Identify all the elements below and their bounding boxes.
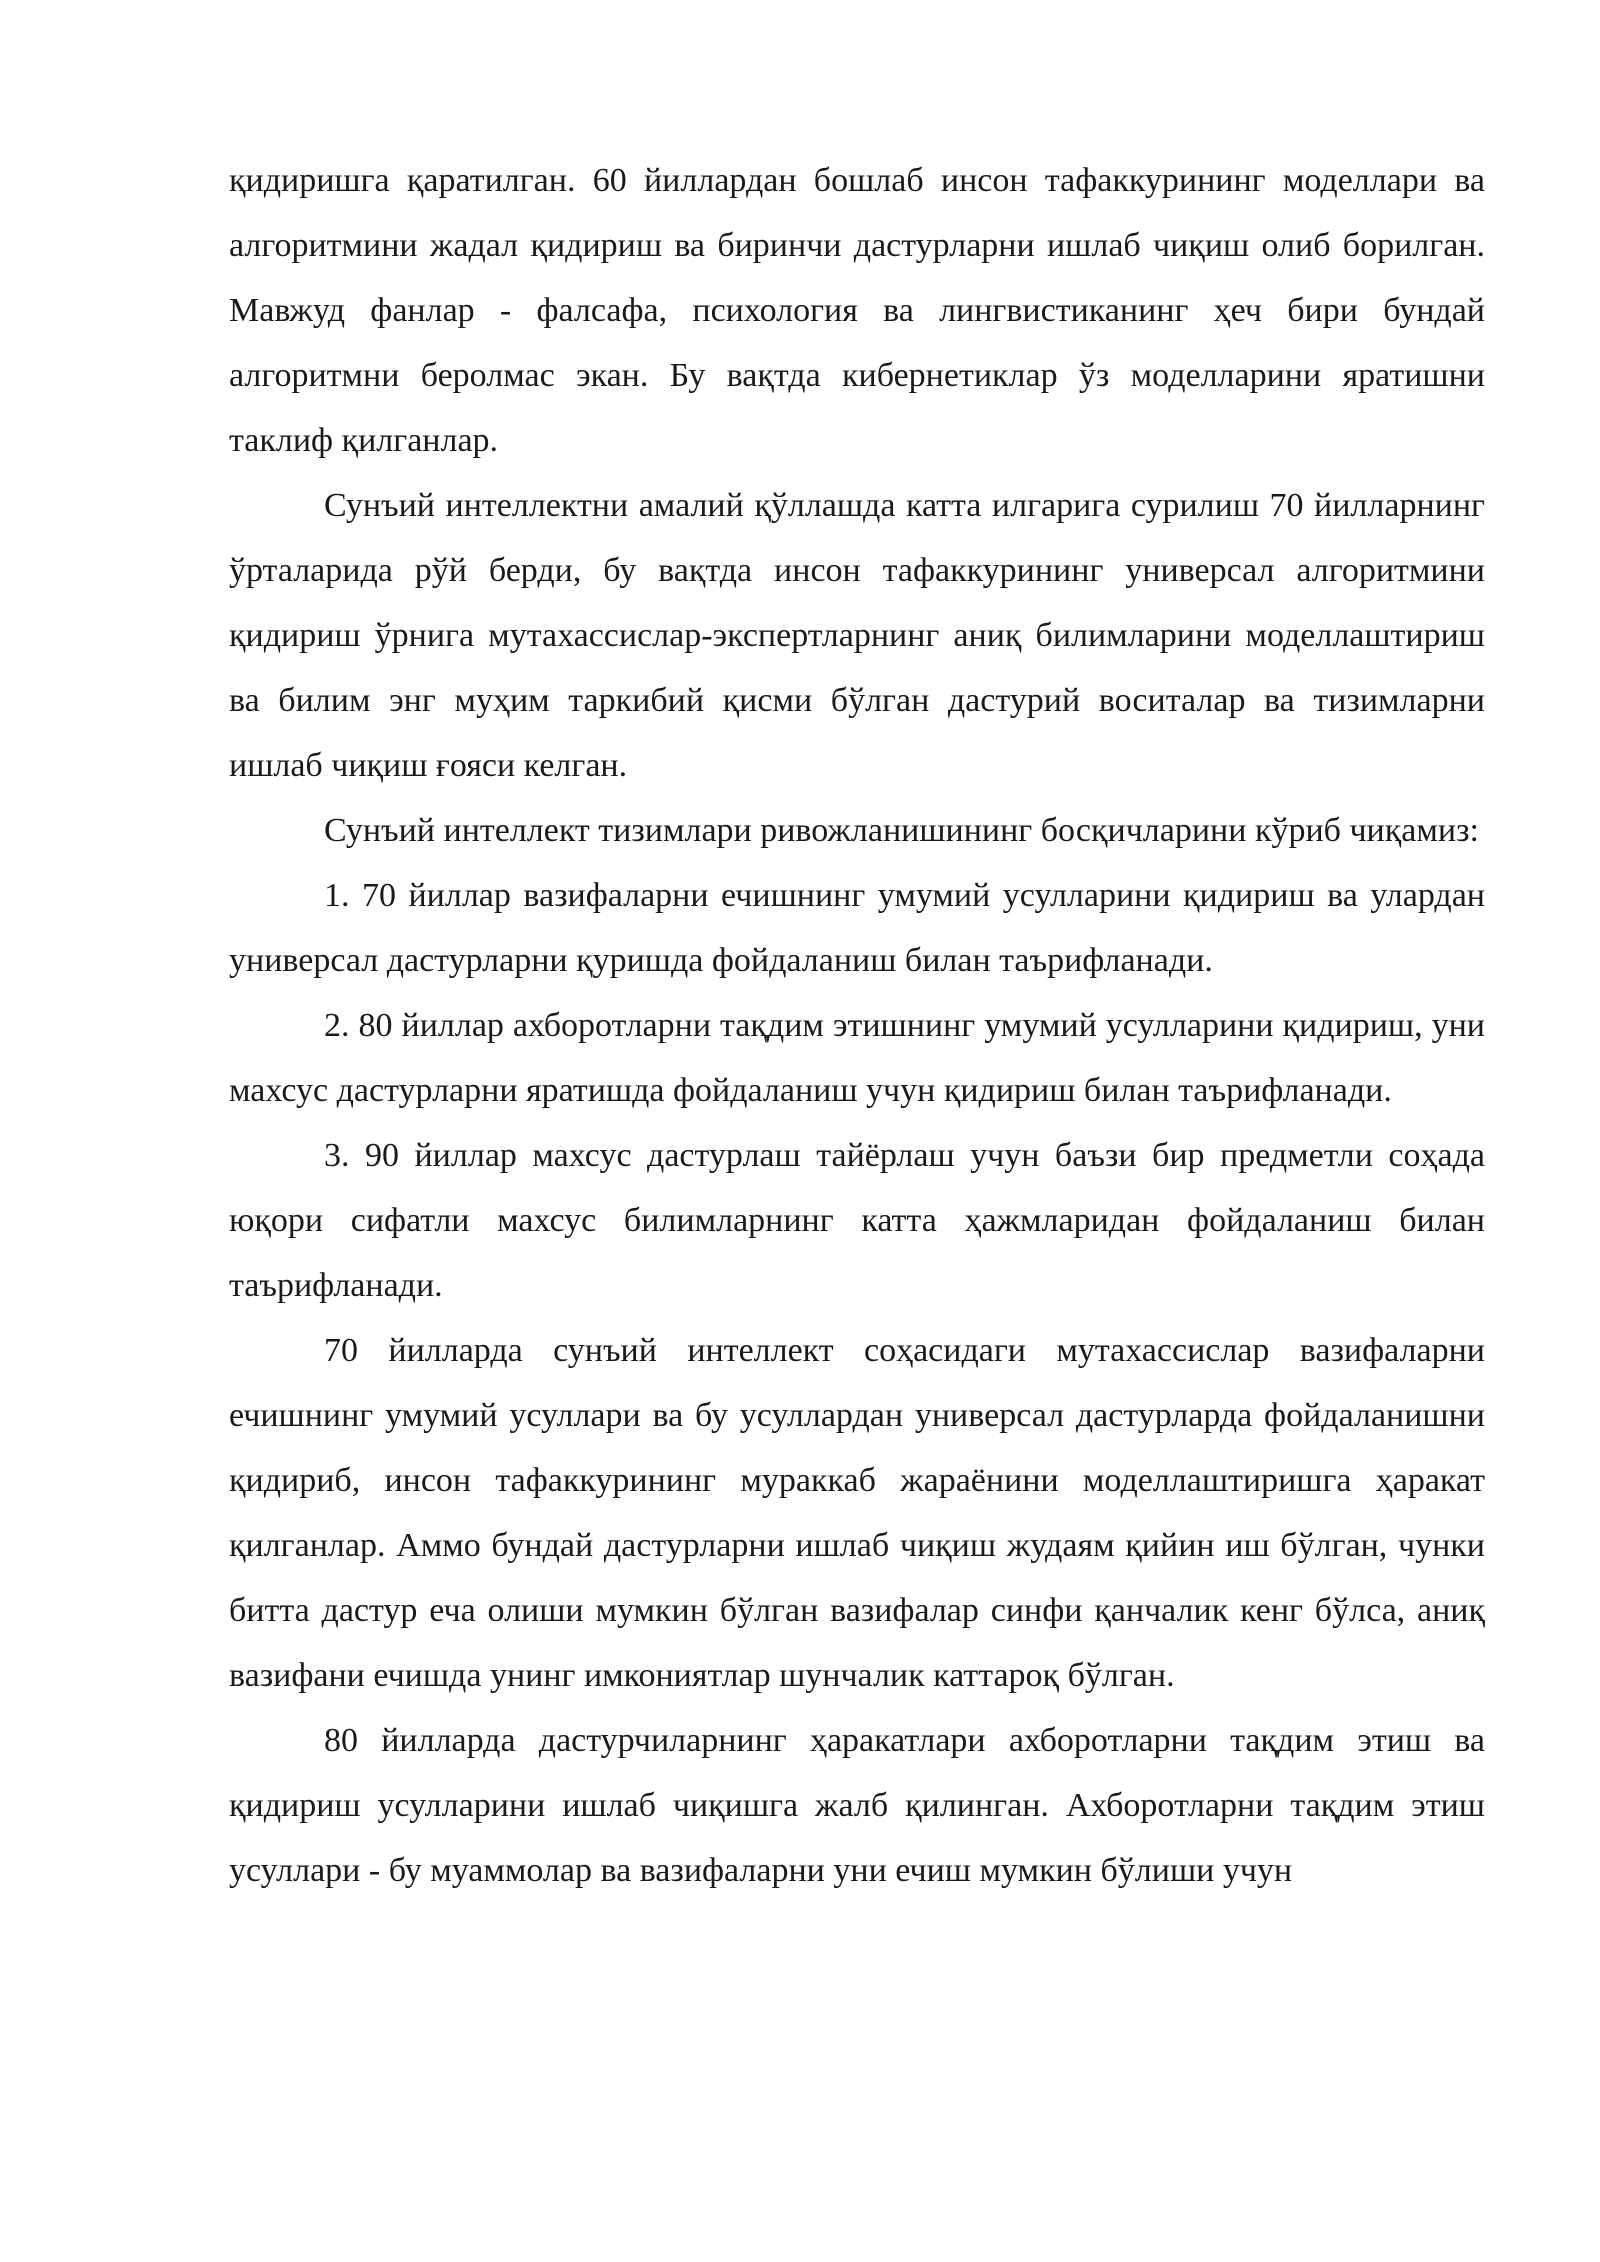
- paragraph: 70 йилларда сунъий интеллект соҳасидаги мутахассислар вазифаларни ечишнинг умумий усуллари ва бу усуллардан универсал дастурларда фойдаланишни қидириб, инсон тафаккурининг мураккаб жараёнини моделлаштиришга ҳаракат қилганлар. Аммо бундай дастурларни ишлаб чиқиш жудаям қийин иш бўлган, чунки битта дастур еча олиши мумкин бўлган вазифалар синфи қанчалик кенг бўлса, аниқ вазифани ечишда унинг имкониятлар шунчалик каттароқ бўлган.: [229, 1332, 1485, 1694]
- paragraph-continuation: қидиришга қаратилган. 60 йиллардан бошлаб инсон тафаккурининг моделлари ва алгоритмини жадал қидириш ва биринчи дастурларни ишлаб чиқиш олиб борилган. Мавжуд фанлар - фалсафа, психология ва лингвистиканинг ҳеч бири бундай алгоритмни беролмас экан. Бу вақтда кибернетиклар ўз моделларини яратишни таклиф қилганлар.: [229, 162, 1485, 459]
- list-item-paragraph: 2. 80 йиллар ахборотларни тақдим этишнинг умумий усулларини қидириш, уни махсус дастурларни яратишда фойдаланиш учун қидириш билан таърифланади.: [229, 1007, 1485, 1109]
- list-item-paragraph: 1. 70 йиллар вазифаларни ечишнинг умумий усулларини қидириш ва улардан универсал дастурларни қуришда фойдаланиш билан таърифланади.: [229, 877, 1485, 979]
- paragraph: Сунъий интеллект тизимлари ривожланишининг босқичларини кўриб чиқамиз:: [324, 812, 1479, 849]
- paragraph: 80 йилларда дастурчиларнинг ҳаракатлари ахборотларни тақдим этиш ва қидириш усулларини ишлаб чиқишга жалб қилинган. Ахборотларни тақдим этиш усуллари - бу муаммолар ва вазифаларни уни ечиш мумкин бўлиши учун: [229, 1722, 1485, 1889]
- document-body: [229, 148, 1485, 1903]
- paragraph: Сунъий интеллектни амалий қўллашда катта илгарига сурилиш 70 йилларнинг ўрталарида рўй берди, бу вақтда инсон тафаккурининг универсал алгоритмини қидириш ўрнига мутахассислар-экспертларнинг аниқ билимларини моделлаштириш ва билим энг муҳим таркибий қисми бўлган дастурий воситалар ва тизимларни ишлаб чиқиш ғояси келган.: [229, 487, 1485, 784]
- list-item-paragraph: 3. 90 йиллар махсус дастурлаш тайёрлаш учун баъзи бир предметли соҳада юқори сифатли махсус билимларнинг катта ҳажмларидан фойдаланиш билан таърифланади.: [229, 1137, 1485, 1304]
